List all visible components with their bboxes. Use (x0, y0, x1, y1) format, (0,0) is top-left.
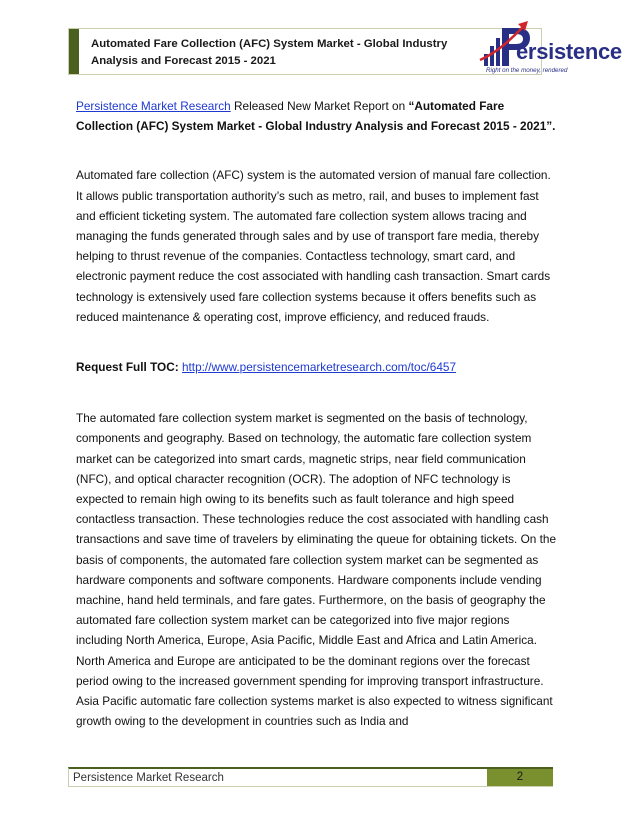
page-footer (68, 767, 553, 787)
toc-link[interactable]: http://www.persistencemarketresearch.com/toc/6457 (181, 360, 457, 375)
persistence-logo (478, 16, 630, 86)
title-line-1: Automated Fare Collection (AFC) System Market - Global Industry (91, 38, 448, 50)
toc-label: Request Full TOC: (76, 360, 179, 375)
logo-tagline: Right on the money, rendered (486, 67, 568, 74)
publisher-link[interactable]: Persistence Market Research (76, 99, 231, 113)
footer-publisher: Persistence Market Research (73, 772, 224, 784)
document-header (68, 28, 542, 75)
document-title (91, 36, 451, 70)
page-number: 2 (487, 769, 553, 786)
logo-wordmark: ersistence (516, 39, 622, 64)
document-body (76, 96, 556, 731)
overview-paragraph: Automated fare collection (AFC) system is the automated version of manual fare collection. It allows public transportation authority’s such as metro, rail, and buses to implement fast and efficient ticketing system. The automated fare collection system allows tracing and managing the funds generated through sales and by use of transport fare media, thereby helping to thrust revenue of the companies. Contactless technology, smart card, and electronic payment reduce the cost associated with handling cash transaction. Smart cards technology is extensively used fare collection systems because it offers benefits such as reduced maintenance & operating cost, improve efficiency, and reduced frauds. (76, 168, 551, 324)
intro-middle-text: Released New Market Report on (230, 99, 409, 113)
title-line-2: Analysis and Forecast 2015 - 2021 (91, 55, 276, 67)
segmentation-paragraph: The automated fare collection system market is segmented on the basis of technology, components and geography. Based on technology, the automatic fare collection system market can be categorized into smart cards, magnetic strips, near field communication (NFC), and optical character recognition (OCR). The adoption of NFC technology is expected to remain high owing to its benefits such as fault tolerance and high speed contactless transaction. These technologies reduce the cost associated with handling cash transactions and save time of travelers by eliminating the queue for obtaining tickets. On the basis of components, the automated fare collection system market can be segmented as hardware components and software components. Hardware components include vending machine, hand held terminals, and fare gates. Furthermore, on the basis of geography the automated fare collection system market can be categorized into five major regions including North America, Europe, Asia Pacific, Middle East and Africa and Latin America. North America and Europe are anticipated to be the dominant regions over the forecast period owing to the increased government spending for improving transport infrastructure. Asia Pacific automatic fare collection systems market is also expected to witness significant growth owing to the development in countries such as India and (76, 411, 557, 729)
header-accent-bar (69, 29, 79, 74)
intro-paragraph (76, 96, 556, 136)
report-title-bold: “Automated Fare Collection (AFC) System Market - Global Industry Analysis and Forecast 2015 - 2021”. (76, 99, 556, 134)
toc-request-line (76, 357, 556, 377)
